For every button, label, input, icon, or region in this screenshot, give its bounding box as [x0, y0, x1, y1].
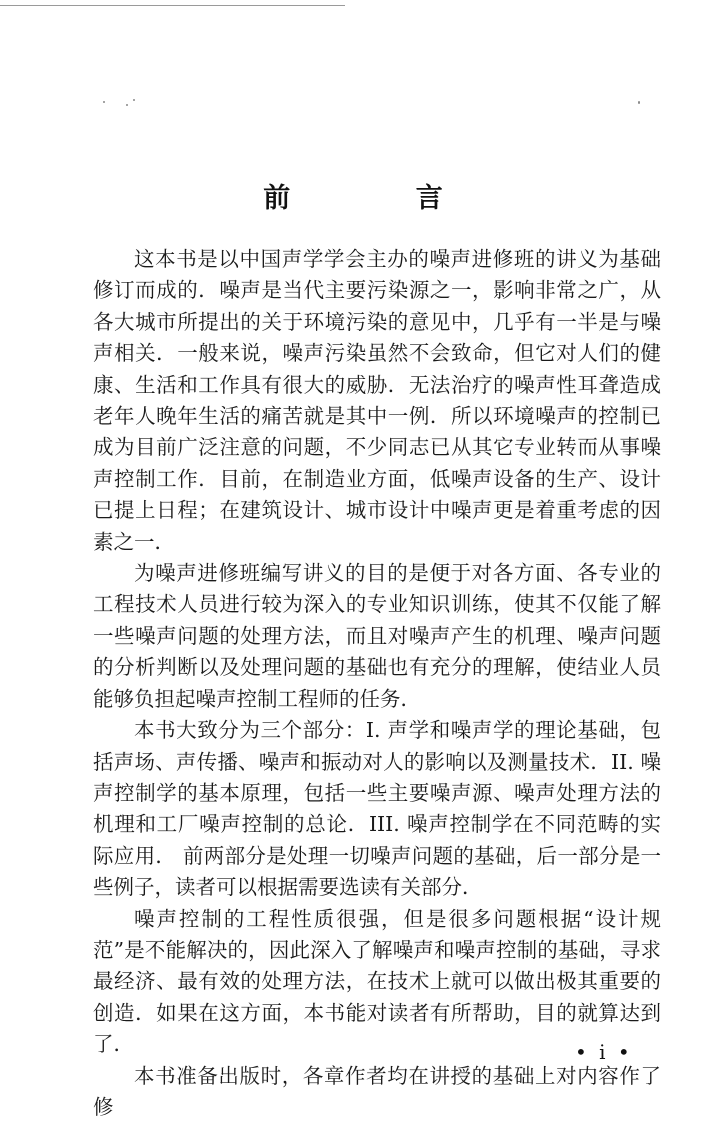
scan-speck — [103, 101, 105, 103]
top-rule — [0, 5, 345, 6]
preface-paragraph-4: 噪声控制的工程性质很强，但是很多问题根据“设计规范”是不能解决的，因此深入了解噪声和噪声控制的基础，寻求最经济、最有效的处理方法，在技术上就可以做出极其重要的创造．如果在这方面，本书能对读者有所帮助，目的就算达到了． — [93, 906, 661, 1057]
scan-speck — [126, 104, 128, 106]
scan-speck — [133, 99, 135, 101]
preface-paragraph-1: 这本书是以中国声学学会主办的噪声进修班的讲义为基础修订而成的．噪声是当代主要污染源之一，影响非常之广，从各大城市所提出的关于环境污染的意见中，几乎有一半是与噪声相关．一般来说，噪声污染虽然不会致命，但它对人们的健康、生活和工作具有很大的威胁．无法治疗的噪声性耳聋造成老年人晚年生活的痛苦就是其中一例．所以环境噪声的控制已成为目前广泛注意的问题，不少同志已从其它专业转而从事噪声控制工作．目前，在制造业方面，低噪声设备的生产、设计已提上日程；在建筑设计、城市设计中噪声更是着重考虑的因素之一． — [93, 247, 661, 554]
preface-body — [93, 244, 661, 1123]
preface-paragraph-2: 为噪声进修班编写讲义的目的是便于对各方面、各专业的工程技术人员进行较为深入的专业知识训练，使其不仅能了解一些噪声问题的处理方法，而且对噪声产生的机理、噪声问题的分析判断以及处理问题的基础也有充分的理解，使结业人员能够负担起噪声控制工程师的任务． — [93, 561, 661, 711]
preface-paragraph-5: 本书准备出版时，各章作者均在讲授的基础上对内容作了修 — [93, 1063, 661, 1119]
page-number: • i • — [575, 1040, 633, 1064]
scan-speck — [638, 101, 640, 104]
page-title: 前 言 — [263, 183, 501, 215]
preface-paragraph-3: 本书大致分为三个部分：I. 声学和噪声学的理论基础，包括声场、声传播、噪声和振动对人的影响以及测量技术．II. 噪声控制学的基本原理，包括一些主要噪声源、噪声处理方法的机理和工厂噪声控制的总论．III. 噪声控制学在不同范畴的实际应用． 前两部分是处理一切噪声问题的基础，后一部分是一些例子，读者可以根据需要选读有关部分． — [93, 718, 661, 900]
